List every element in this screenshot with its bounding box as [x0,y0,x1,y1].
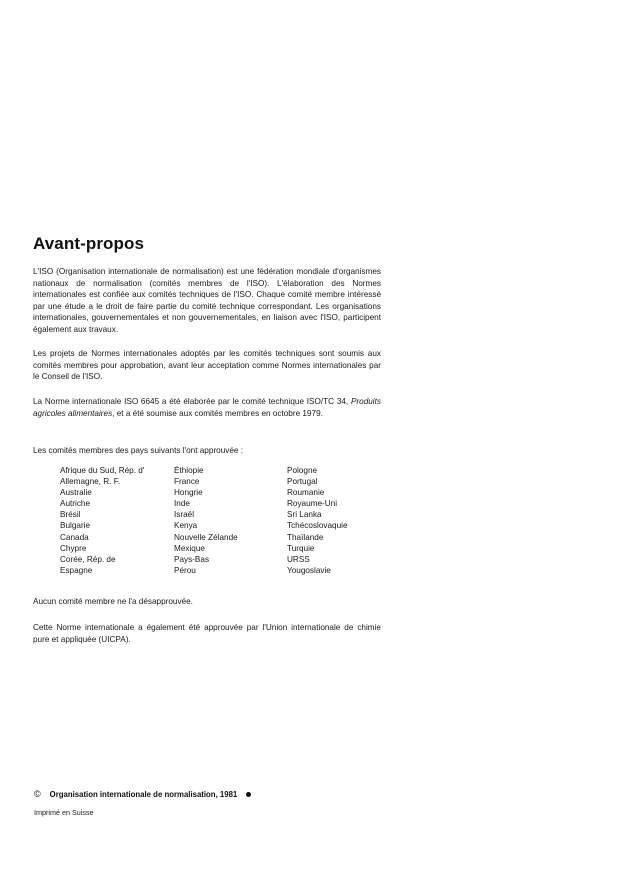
country-item: Pays-Bas [174,554,210,564]
country-item: Éthiopie [174,466,204,475]
country-item: Brésil [60,510,81,520]
country-item: Israël [174,510,195,520]
country-item: France [174,477,200,487]
country-item: Autriche [60,499,91,509]
country-item: Allemagne, R. F. [60,477,121,487]
country-item: Royaume-Uni [287,499,338,509]
paragraph-standard-origin-part2: , et a été soumise aux comités membres en octobre 1979. [112,408,323,418]
country-item: Espagne [60,565,93,575]
country-item: Chypre [60,543,87,553]
country-item: Portugal [287,477,318,487]
country-item: Kenya [174,521,198,531]
country-item: Turquie [287,543,315,553]
country-item: Pologne [287,466,318,475]
country-item: Bulgarie [60,521,91,531]
country-column-1 [60,465,144,576]
country-column-3 [287,465,348,576]
printed-in-note: Imprimé en Suisse [34,808,94,817]
paragraph-approval-intro: Les comités membres des pays suivants l'ont approuvée : [33,446,243,455]
copyright-icon: © [34,789,41,799]
country-item: Australie [60,488,92,498]
paragraph-standard-origin-part1: La Norme internationale ISO 6645 a été élaborée par le comité technique ISO/TC 34, [33,397,351,406]
country-item: Afrique du Sud, Rép. d' [60,466,145,475]
country-column-2 [174,465,238,576]
copyright-line [34,789,251,799]
country-item: Sri Lanka [287,510,322,520]
country-item: Canada [60,532,89,542]
country-item: Corée, Rép. de [60,554,116,564]
paragraph-iso-intro: L'ISO (Organisation internationale de normalisation) est une fédération mondiale d'organismes nationaux de normalisation (comités membres de l'ISO). L'élaboration des Normes internationales est confiée aux comités techniques de l'ISO. Chaque comité membre intéressé par une étude a le droit de faire partie du comité technique correspondant. Les organisations internationales, gouvernementales et non gouvernementales, en liaison avec l'ISO, participent également aux travaux. [33,267,381,334]
country-item: Inde [174,499,190,509]
page-title: Avant-propos [33,234,145,253]
country-item: Thaïlande [287,532,324,542]
country-item: Roumanie [287,488,325,498]
country-item: Tchécoslovaquie [287,521,348,531]
country-item: Hongrie [174,488,203,498]
copyright-text: Organisation internationale de normalisation, 1981 [49,789,238,799]
bullet-icon [246,792,251,797]
country-item: Yougoslavie [287,565,331,575]
committee-name: Produits agricoles alimentaires [33,397,381,418]
paragraph-no-disapproval: Aucun comité membre ne l'a désapprouvée. [33,597,193,606]
paragraph-standard-origin [33,396,381,419]
country-item: URSS [287,554,310,564]
paragraph-iupac-approval: Cette Norme internationale a également été approuvée par l'Union internationale de chimie pure et appliquée (UICPA). [33,623,381,644]
paragraph-draft-standards: Les projets de Normes internationales adoptés par les comités techniques sont soumis aux comités membres pour approbation, avant leur acceptation comme Normes internationales par le Conseil de l'ISO. [33,349,381,382]
country-item: Pérou [174,565,196,575]
country-item: Mexique [174,543,205,553]
country-item: Nouvelle Zélande [174,532,238,542]
